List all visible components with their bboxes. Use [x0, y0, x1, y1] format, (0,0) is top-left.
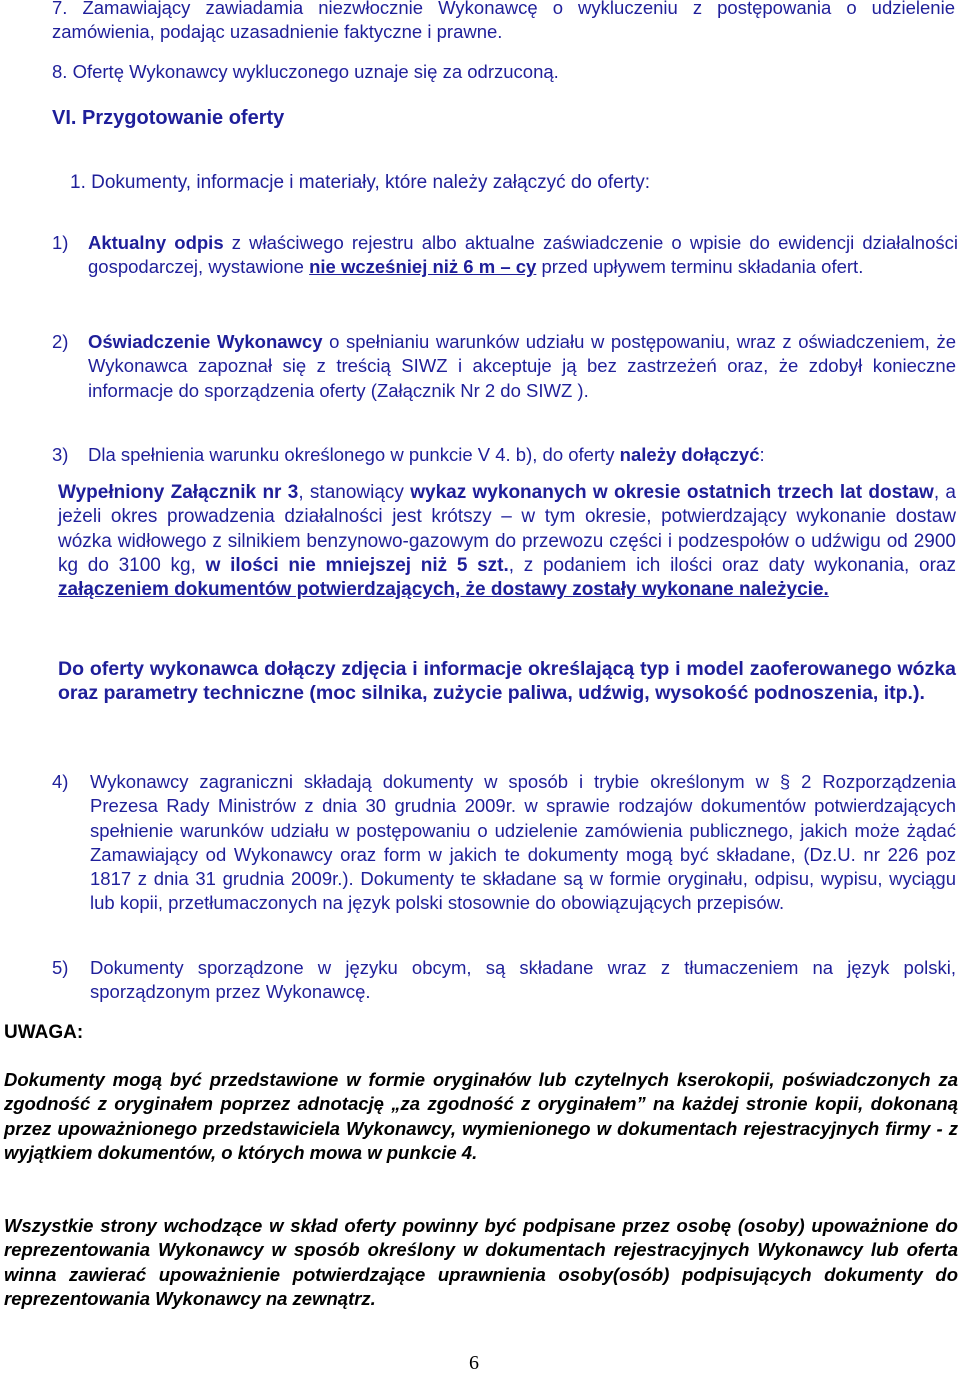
uwaga-paragraph-1: Dokumenty mogą być przedstawione w formie oryginałów lub czytelnych kserokopii, poświadczonych za zgodność z oryginałem poprzez adnotację „za zgodność z oryginałem” na każdej stronie kopii, dokonaną przez upoważnionego przedstawiciela Wykonawcy, wymienionego w dokumentach rejestracyjnych firmy - z wyjątkiem dokumentów, o których mowa w punkcie 4. [4, 1069, 958, 1163]
attachment-paragraph [58, 481, 956, 602]
item-4-text: Wykonawcy zagraniczni składają dokumenty w sposób i trybie określonym w § 2 Rozporządzenia Prezesa Rady Ministrów z dnia 30 grudnia 2009r. w sprawie rodzajów dokumentów potwierdzających spełnienie warunków udziału w postępowaniu o udzielenie zamówienia publicznego, jakich może żądać Zamawiający od Wykonawcy oraz form w jakich te dokumenty mogą być składane, (Dz.U. nr 226 poz 1817 z dnia 31 grudnia 2009r.). Dokumenty te składane są w formie oryginału, odpisu, wypisu, wyciągu lub kopii, przetłumaczonych na język polski stosownie do obowiązujących przepisów. [90, 771, 956, 914]
item-3-body: Dla spełnienia warunku określonego w punkcie V 4. b), do oferty [88, 444, 620, 465]
item-8: 8. Ofertę Wykonawcy wykluczonego uznaje się za odrzuconą. [52, 61, 559, 82]
attachment-bold-1: Wypełniony Załącznik nr 3 [58, 482, 299, 503]
item-5-text: Dokumenty sporządzone w języku obcym, są składane wraz z tłumaczeniem na język polski, sporządzonym przez Wykonawcę. [90, 957, 956, 1003]
attachment-text-3: , z podaniem ich ilości oraz daty wykonania, oraz [508, 554, 956, 576]
attachment-underlined-bold: załączeniem dokumentów potwierdzających, że dostawy zostały wykonane należycie. [58, 579, 829, 601]
attachment-bold-2: wykaz wykonanych w okresie ostatnich trzech lat dostaw [410, 482, 934, 503]
item-1-text-b: przed upływem terminu składania ofert. [536, 256, 864, 278]
item-3-text [88, 443, 956, 467]
item-4-number: 4) [52, 771, 69, 792]
item-3-bold-tail: należy dołączyć [619, 444, 760, 465]
item-2-number: 2) [52, 331, 69, 352]
section-heading: VI. Przygotowanie oferty [52, 107, 285, 129]
uwaga-label: UWAGA: [4, 1022, 84, 1043]
item-1-number: 1) [52, 232, 69, 253]
item-1-bold-lead: Aktualny odpis [88, 232, 224, 253]
item-2-body: o spełnianiu warunków udziału w postępowaniu, wraz z oświadczeniem, że Wykonawca zapoznał się z treścią SIWZ i akceptuje ją bez zastrzeżeń oraz, że zdobył konieczne informacje do sporządzenia oferty (Załącznik Nr 2 do SIWZ ). [88, 331, 957, 401]
attachment-bold-3: w ilości nie mniejszej niż 5 szt. [205, 554, 509, 576]
item-1-underlined-term: nie wcześniej niż 6 m – cy [309, 256, 537, 278]
attachment-text-1: , stanowiący [298, 482, 411, 503]
page-number: 6 [469, 1352, 479, 1374]
item-2-text [88, 330, 956, 403]
item-1-text-a: z właściwego rejestru albo aktualne zaświadczenie o wpisie do ewidencji działalności gospodarczej, wystawione [88, 232, 958, 278]
item-5-number: 5) [52, 957, 69, 978]
item-3-colon: : [759, 444, 765, 465]
item-1-text [88, 231, 958, 280]
item-7: 7. Zamawiający zawiadamia niezwłocznie Wykonawcę o wykluczeniu z postępowania o udzielenie zamówienia, podając uzasadnienie faktyczne i prawne. [52, 0, 955, 43]
uwaga-paragraph-2: Wszystkie strony wchodzące w skład oferty powinny być podpisane przez osobę (osoby) upoważnione do reprezentowania Wykonawcy w sposób określony w dokumentach rejestracyjnych Wykonawcy lub oferta winna zawierać upoważnienie potwierdzające uprawnienia osoby(osób) podpisujących dokumenty do reprezentowania Wykonawcy na zewnątrz. [4, 1215, 958, 1309]
item-3-number: 3) [52, 444, 69, 465]
item-2-bold-lead: Oświadczenie Wykonawcy [88, 331, 323, 352]
subsection-heading: 1. Dokumenty, informacje i materiały, które należy załączyć do oferty: [70, 172, 651, 193]
attachment-text-2: , a jeżeli okres prowadzenia działalności jest krótszy – w tym okresie, potwierdzający wykonanie dostaw wózka widłowego z silnikiem benzynowo-gazowym do przewozu części i podzespołów o udźwigu od 2900 kg do 3100 kg, [58, 482, 956, 576]
photos-paragraph: Do oferty wykonawca dołączy zdjęcia i informacje określającą typ i model zaoferowanego wózka oraz parametry techniczne (moc silnika, zużycie paliwa, udźwig, wysokość podnoszenia, itp.). [58, 658, 956, 705]
